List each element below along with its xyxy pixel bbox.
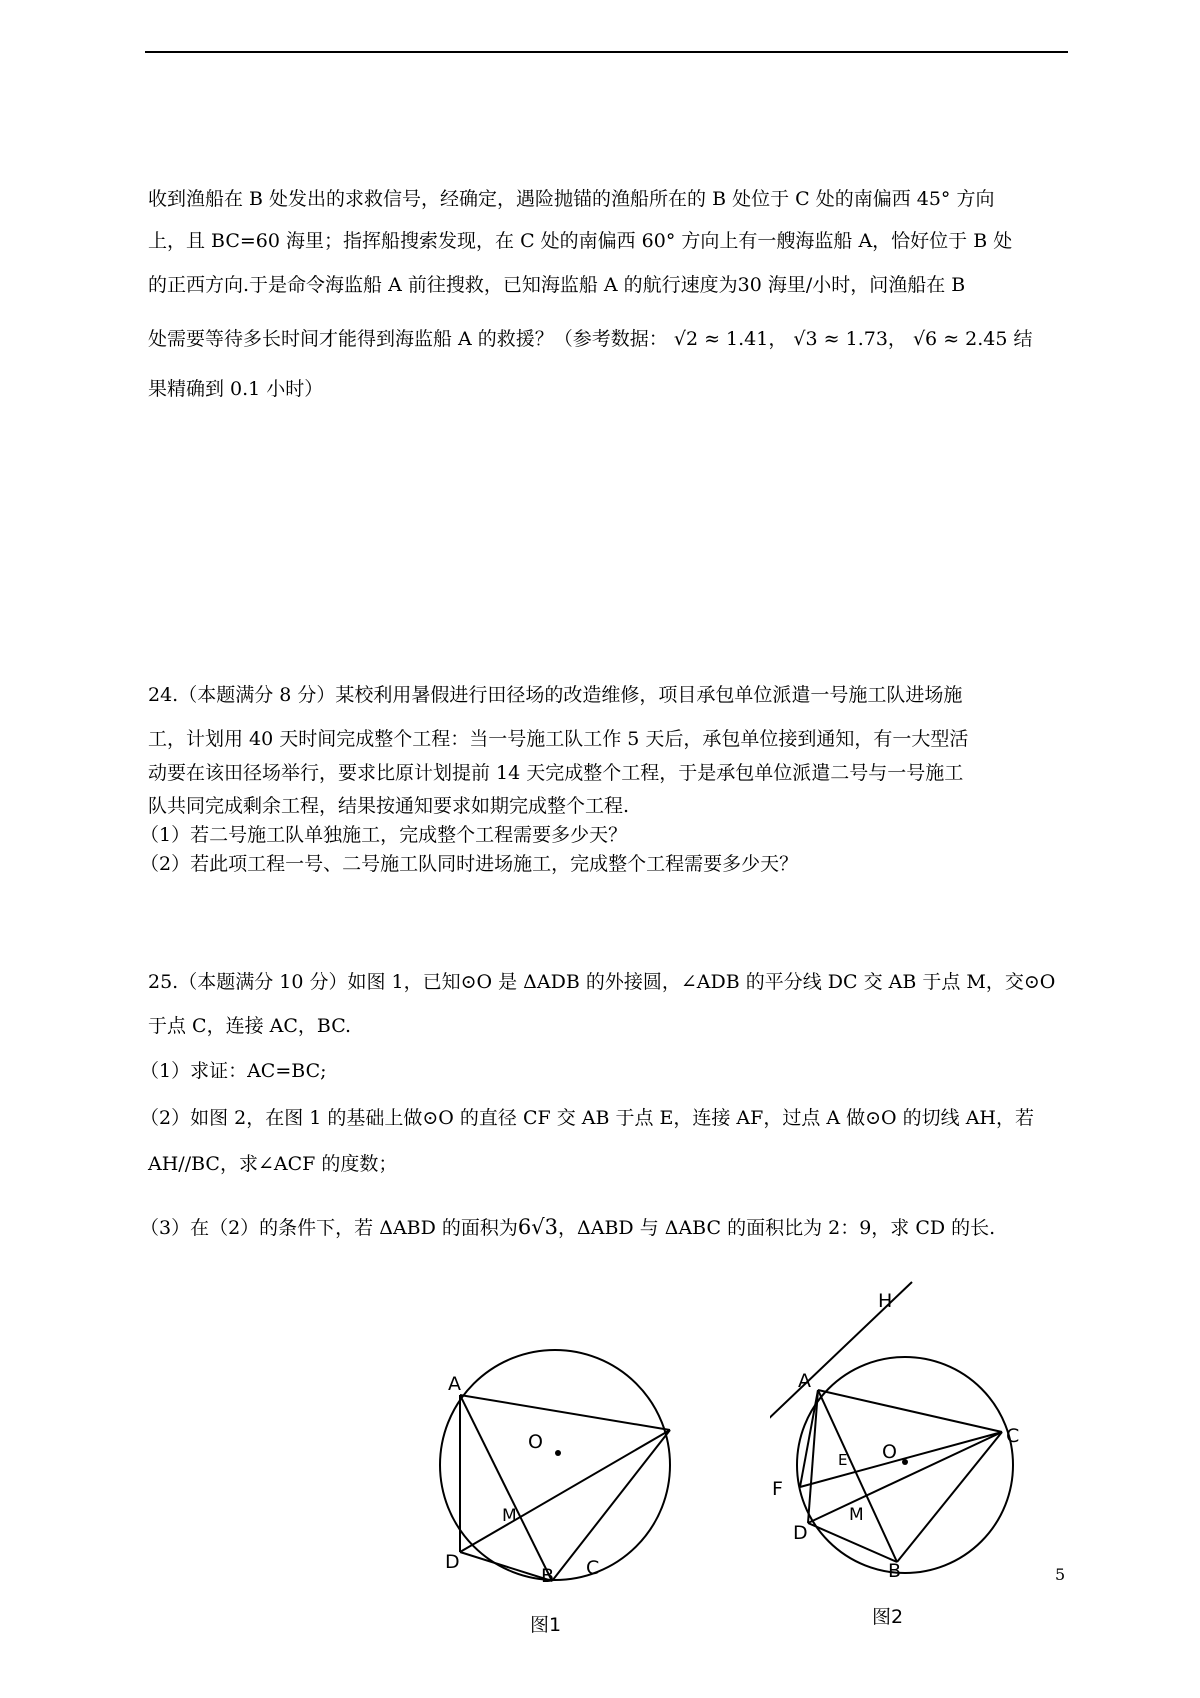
ref-sqrt2: √2 ≈ 1.41 [673, 328, 769, 350]
q24-line-4: 队共同完成剩余工程，结果按通知要求如期完成整个工程. [148, 795, 630, 817]
ref-sqrt6: √6 ≈ 2.45 [912, 328, 1008, 350]
header-rule [145, 51, 1068, 53]
q24-part-1: （1）若二号施工队单独施工，完成整个工程需要多少天？ [140, 824, 628, 846]
q23-line-4-end: 结 [1013, 328, 1033, 350]
fig1-label-c: C [586, 1557, 600, 1579]
figure-1 [430, 1345, 680, 1585]
fig1-label-a: A [448, 1373, 461, 1395]
q24-line-2: 工，计划用 40 天时间完成整个工程：当一号施工队工作 5 天后，承包单位接到通知，有一大型活 [148, 728, 969, 750]
fig2-label-m: M [849, 1505, 864, 1525]
fig1-label-m: M [502, 1506, 517, 1526]
q23-line-3: 的正西方向.于是命令海监船 A 前往搜救，已知海监船 A 的航行速度为30 海里/小时，问渔船在 B [148, 274, 966, 296]
fig2-line-db [808, 1523, 897, 1562]
q25-part-3-text: （3）在（2）的条件下，若 ΔABD 的面积为 [140, 1217, 518, 1239]
fig2-center-point [902, 1459, 908, 1465]
q25-part-1: （1）求证：AC=BC; [140, 1060, 327, 1082]
fig2-label-b: B [888, 1560, 902, 1580]
q25-line-2: 于点 C，连接 AC，BC. [148, 1015, 352, 1037]
q23-line-4: 处需要等待多长时间才能得到海监船 A 的救援？（参考数据： √2 ≈ 1.41， √3 ≈ 1.73， √6 ≈ 2.45 结 [148, 328, 1033, 350]
fig1-line-ac [460, 1395, 670, 1430]
fig1-label-o: O [528, 1431, 543, 1453]
fig2-label-f: F [772, 1478, 783, 1500]
q25-part-2a: （2）如图 2，在图 1 的基础上做⊙O 的直径 CF 交 AB 于点 E，连接 AF，过点 A 做⊙O 的切线 AH，若 [140, 1107, 1035, 1129]
figure-2 [770, 1280, 1030, 1580]
fig1-line-bc [552, 1430, 670, 1581]
area-value: 6√3 [517, 1215, 559, 1239]
fig2-label-d: D [793, 1522, 808, 1544]
q23-line-4-text: 处需要等待多长时间才能得到海监船 A 的救援？（参考数据： [148, 328, 668, 350]
fig1-label-b: B [541, 1565, 555, 1585]
fig1-circle [440, 1350, 670, 1580]
q23-line-2: 上，且 BC=60 海里；指挥船搜索发现，在 C 处的南偏西 60° 方向上有一艘海监船 A，恰好位于 B 处 [148, 230, 1013, 252]
q25-part-2b: AH//BC，求∠ACF 的度数； [148, 1153, 398, 1175]
fig1-label-d: D [445, 1551, 460, 1573]
q25-part-3 [140, 1214, 995, 1241]
fig2-label-c: C [1006, 1425, 1020, 1447]
q24-line-3: 动要在该田径场举行，要求比原计划提前 14 天完成整个工程，于是承包单位派遣二号与一号施工 [148, 762, 964, 784]
fig2-line-bc [897, 1432, 1002, 1562]
fig2-label-e: E [838, 1451, 848, 1469]
fig1-caption: 图1 [530, 1614, 562, 1636]
fig1-line-dc [460, 1430, 670, 1552]
fig2-line-ab [818, 1390, 897, 1562]
fig1-line-db [460, 1552, 552, 1581]
q25-part-3-end: ，ΔABD 与 ΔABC 的面积比为 2：9，求 CD 的长. [558, 1217, 996, 1239]
q24-part-2: （2）若此项工程一号、二号施工队同时进场施工，完成整个工程需要多少天？ [140, 853, 799, 875]
fig2-label-a: A [798, 1370, 811, 1392]
q23-line-5: 果精确到 0.1 小时） [148, 378, 324, 400]
fig2-label-o: O [882, 1441, 897, 1463]
page-number: 5 [1055, 1565, 1066, 1584]
q24-line-1: 24.（本题满分 8 分）某校利用暑假进行田径场的改造维修，项目承包单位派遣一号施工队进场施 [148, 684, 963, 706]
fig2-label-h: H [878, 1290, 893, 1312]
fig1-line-ab [460, 1395, 552, 1581]
q23-line-1: 收到渔船在 B 处发出的求救信号，经确定，遇险抛锚的渔船所在的 B 处位于 C 处的南偏西 45° 方向 [148, 188, 995, 210]
q25-line-1: 25.（本题满分 10 分）如图 1，已知⊙O 是 ΔADB 的外接圆，∠ADB 的平分线 DC 交 AB 于点 M，交⊙O [148, 971, 1056, 993]
ref-sqrt3: √3 ≈ 1.73 [793, 328, 888, 350]
fig2-line-ac [818, 1390, 1002, 1432]
fig2-caption: 图2 [872, 1606, 904, 1628]
fig1-center-point [555, 1450, 561, 1456]
